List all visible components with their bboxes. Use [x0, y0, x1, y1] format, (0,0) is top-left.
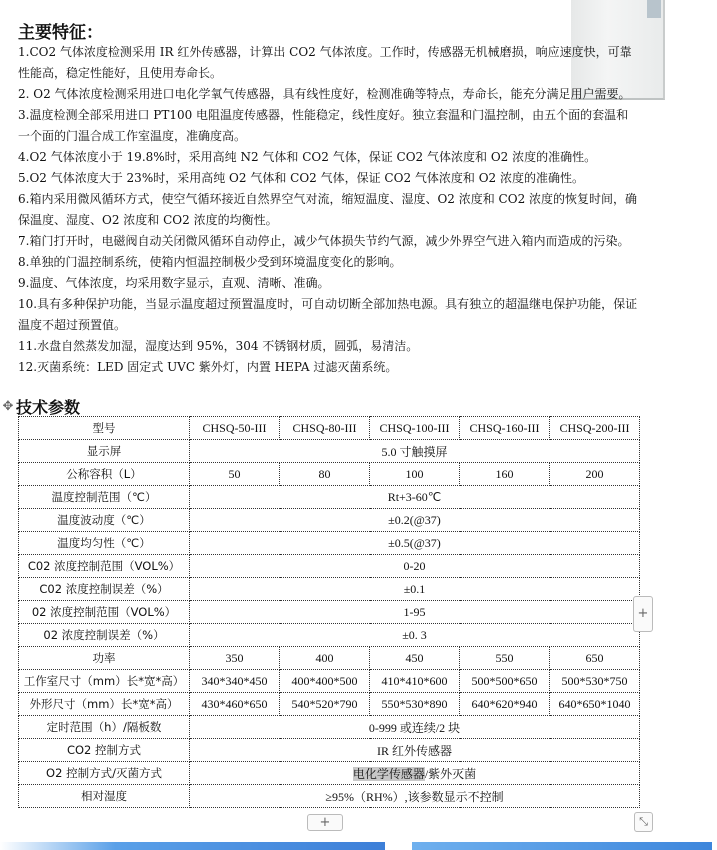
table-row	[19, 463, 640, 486]
table-cell: 相对湿度	[19, 785, 190, 808]
table-row	[19, 555, 640, 578]
table-cell: C02 浓度控制误差（%）	[19, 578, 190, 601]
table-cell: 430*460*650	[190, 693, 280, 716]
table-cell: 02 浓度控制误差（%）	[19, 624, 190, 647]
table-cell: 640*650*1040	[550, 693, 640, 716]
table-cell: CHSQ-100-III	[370, 417, 460, 440]
cell-text: ±0.1	[403, 581, 426, 596]
table-cell	[190, 739, 640, 762]
table-cell	[190, 440, 640, 463]
features-list	[18, 42, 638, 378]
table-cell: 定时范围（h）/隔板数	[19, 716, 190, 739]
features-title: 主要特征：	[18, 23, 103, 43]
table-cell	[190, 509, 640, 532]
cell-text: /紫外灭菌	[424, 766, 477, 781]
table-cell: 650	[550, 647, 640, 670]
table-row	[19, 762, 640, 785]
table-cell: 温度波动度（℃）	[19, 509, 190, 532]
table-cell: 500*530*750	[550, 670, 640, 693]
table-cell	[190, 601, 640, 624]
table-cell	[190, 532, 640, 555]
cell-text: ±0.5(@37)	[388, 535, 441, 550]
control-panel	[647, 0, 661, 18]
table-cell: 型号	[19, 417, 190, 440]
table-cell: CHSQ-50-III	[190, 417, 280, 440]
table-cell: 80	[280, 463, 370, 486]
feature-item: 9.温度、气体浓度，均采用数字显示，直观、清晰、准确。	[18, 276, 330, 290]
feature-item: 8.单独的门温控制系统，使箱内恒温控制极少受到环境温度变化的影响。	[18, 255, 402, 269]
table-row	[19, 440, 640, 463]
table-row	[19, 486, 640, 509]
cell-text: ±0. 3	[402, 627, 427, 642]
cell-text: ±0.2(@37)	[388, 512, 441, 527]
feature-item: 5.O2 气体浓度大于 23%时，采用高纯 O2 气体和 CO2 气体，保证 CO2 气体浓度和 O2 浓度的准确性。	[18, 171, 584, 185]
footer-banner	[0, 842, 385, 850]
feature-item: 4.O2 气体浓度小于 19.8%时，采用高纯 N2 气体和 CO2 气体，保证 CO2 气体浓度和 O2 浓度的准确性。	[18, 150, 597, 164]
feature-item: 1.CO2 气体浓度检测采用 IR 红外传感器，计算出 CO2 气体浓度。工作时，传感器无机械磨损，响应速度快，可靠性能高，稳定性能好，且使用寿命长。	[18, 45, 632, 80]
table-cell: 350	[190, 647, 280, 670]
table-cell: 550	[460, 647, 550, 670]
table-header-row	[19, 417, 640, 440]
table-cell: 450	[370, 647, 460, 670]
add-column-button[interactable]: +	[633, 596, 653, 632]
table-row	[19, 647, 640, 670]
table-cell	[190, 785, 640, 808]
table-cell: 外形尺寸（mm）长*宽*高）	[19, 693, 190, 716]
table-resize-handle[interactable]: ⤡	[634, 812, 653, 832]
feature-item: 11.水盘自然蒸发加湿，湿度达到 95%，304 不锈钢材质，圆弧，易清洁。	[18, 339, 419, 353]
table-cell: 温度均匀性（℃）	[19, 532, 190, 555]
table-row	[19, 624, 640, 647]
table-cell	[190, 716, 640, 739]
table-cell: CO2 控制方式	[19, 739, 190, 762]
table-cell: 100	[370, 463, 460, 486]
feature-item: 7.箱门打开时，电磁阀自动关闭微风循环自动停止，减少气体损失节约气源，减少外界空气进入箱内而造成的污染。	[18, 234, 630, 248]
specs-title: 技术参数	[16, 398, 81, 417]
table-row	[19, 509, 640, 532]
cell-text: 5.0 寸触摸屏	[381, 444, 448, 459]
table-cell	[190, 762, 640, 785]
table-cell: 640*620*940	[460, 693, 550, 716]
table-row	[19, 532, 640, 555]
table-row	[19, 739, 640, 762]
table-row	[19, 601, 640, 624]
specs-table	[18, 416, 640, 808]
table-cell: 显示屏	[19, 440, 190, 463]
table-move-handle-icon[interactable]: ✥	[2, 398, 14, 414]
table-cell: CHSQ-80-III	[280, 417, 370, 440]
table-cell: 400*400*500	[280, 670, 370, 693]
table-cell: 410*410*600	[370, 670, 460, 693]
table-row	[19, 670, 640, 693]
table-cell: 工作室尺寸（mm）长*宽*高）	[19, 670, 190, 693]
table-row	[19, 785, 640, 808]
table-cell: 50	[190, 463, 280, 486]
feature-item: 3.温度检测全部采用进口 PT100 电阻温度传感器，性能稳定，线性度好。独立套温和门温控制，由五个面的套温和一个面的门温合成工作室温度，准确度高。	[18, 108, 629, 143]
feature-item: 12.灭菌系统：LED 固定式 UVC 紫外灯，内置 HEPA 过滤灭菌系统。	[18, 360, 398, 374]
add-row-button[interactable]: +	[307, 814, 343, 831]
table-cell: CHSQ-160-III	[460, 417, 550, 440]
table-cell: 160	[460, 463, 550, 486]
table-cell	[190, 555, 640, 578]
table-cell: 温度控制范围（℃）	[19, 486, 190, 509]
table-row	[19, 578, 640, 601]
table-cell: 540*520*790	[280, 693, 370, 716]
table-cell	[190, 578, 640, 601]
table-cell: 400	[280, 647, 370, 670]
table-cell: 200	[550, 463, 640, 486]
cell-text: 1-95	[403, 604, 426, 619]
feature-item: 6.箱内采用微风循环方式，使空气循环接近自然界空气对流，缩短温度、湿度、O2 浓度和 CO2 浓度的恢复时间，确保温度、湿度、O2 浓度和 CO2 浓度的均衡性。	[18, 192, 638, 227]
cell-text: IR 红外传感器	[376, 743, 452, 758]
table-cell	[190, 624, 640, 647]
table-cell: O2 控制方式/灭菌方式	[19, 762, 190, 785]
cell-text: 0-20	[403, 558, 426, 573]
table-cell	[190, 486, 640, 509]
cell-text: Rt+3-60℃	[387, 489, 442, 504]
table-cell: CHSQ-200-III	[550, 417, 640, 440]
table-cell: 550*530*890	[370, 693, 460, 716]
table-row	[19, 693, 640, 716]
table-cell: C02 浓度控制范围（VOL%）	[19, 555, 190, 578]
table-cell: 02 浓度控制范围（VOL%）	[19, 601, 190, 624]
feature-item: 10.具有多种保护功能，当显示温度超过预置温度时，可自动切断全部加热电源。具有独立的超温继电保护功能，保证温度不超过预置值。	[18, 297, 638, 332]
table-cell: 340*340*450	[190, 670, 280, 693]
cell-text: 0-999 或连续/2 块	[368, 720, 461, 735]
table-cell: 功率	[19, 647, 190, 670]
feature-item: 2. O2 气体浓度检测采用进口电化学氧气传感器，具有线性度好，检测准确等特点，寿命长，能充分满足用户需要。	[18, 87, 631, 101]
table-row	[19, 716, 640, 739]
highlighted-text: 电化学传感器	[352, 766, 425, 781]
cell-text: ≥95%（RH%）,该参数显示不控制	[325, 789, 504, 804]
table-cell: 公称容积（L）	[19, 463, 190, 486]
footer-banner-right	[412, 842, 712, 850]
table-cell: 500*500*650	[460, 670, 550, 693]
